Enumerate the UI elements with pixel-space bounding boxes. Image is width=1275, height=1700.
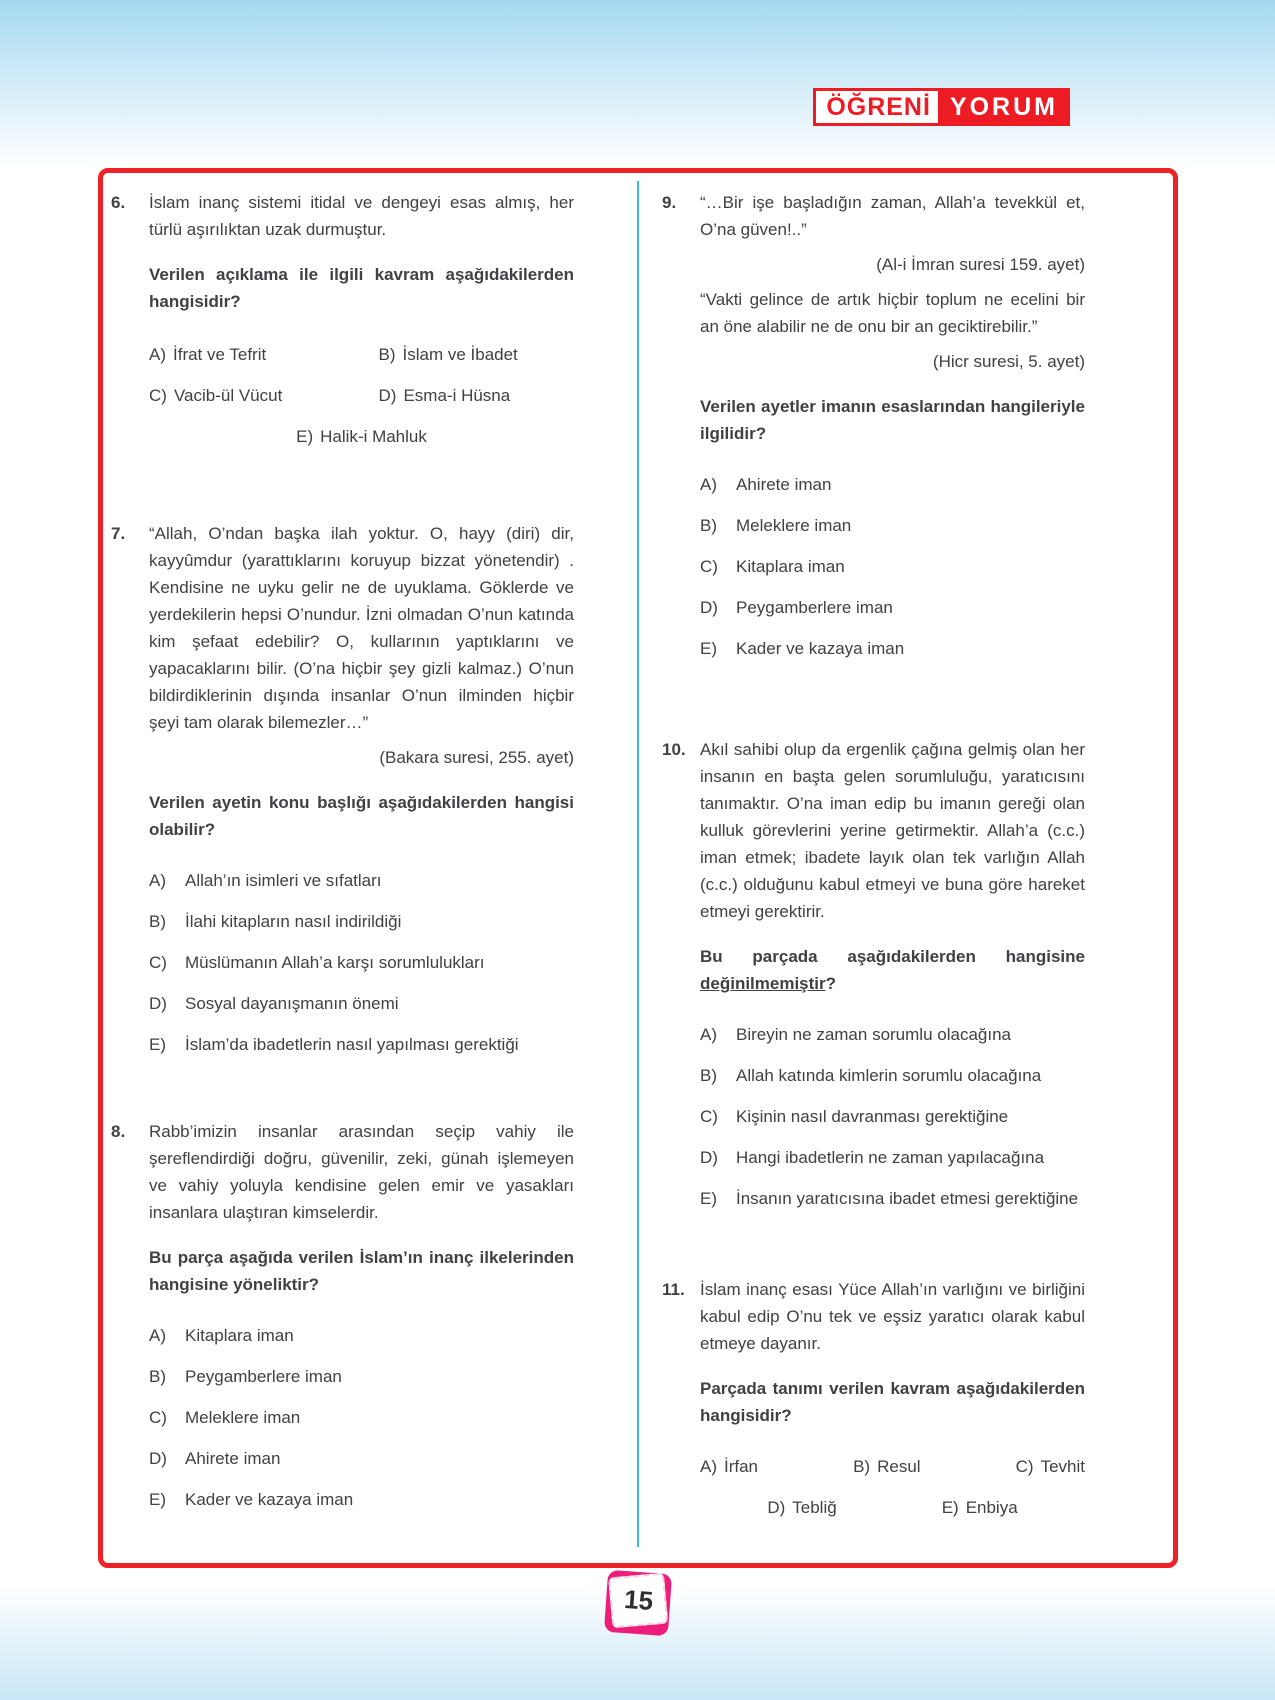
question-stem: Verilen açıklama ile ilgili kavram aşağıdakilerden hangisidir? [149,265,574,311]
column-right [638,173,1173,1563]
option-a: A) Allah’ın isimleri ve sıfatları [149,871,382,890]
option-d: D) Esma-i Hüsna [378,386,511,405]
option-d: D) Hangi ibadetlerin ne zaman yapılacağına [700,1148,1045,1167]
question-10 [662,736,1085,1226]
question-number: 9. [662,193,677,212]
questions-panel [98,168,1178,1568]
question-stem: Bu parçada aşağıdakilerden hangisine değinilmemiştir? [700,947,1085,993]
question-body: Akıl sahibi olup da ergenlik çağına gelmiş olan her insanın en başta gelen sorumluluğu, yaratıcısını tanımaktır. O’na iman edip bu imanın gereği olan kulluk görevlerini yerine getirmektir. Allah’a (c.c.) iman etmek; ibadete layık olan tek varlığın Allah (c.c.) olduğunu kabul etmeyi ve buna göre hareket etmeyi gerektirir. [700,740,1085,921]
option-e: E) İnsanın yaratıcısına ibadet etmesi gerektiğine [700,1189,1079,1208]
options-list [700,471,1085,662]
options-row-2 [700,1494,1085,1521]
question-body: İslam inanç sistemi itidal ve dengeyi esas almış, her türlü aşırılıktan uzak durmuştur. [149,193,574,239]
option-e: E) İslam’da ibadetlerin nasıl yapılması gerektiği [149,1035,519,1054]
question-8 [111,1118,574,1527]
verse-citation: (Bakara suresi, 255. ayet) [379,748,574,767]
option-e: E) Enbiya [941,1498,1018,1517]
question-body-quote-1: “…Bir işe başladığın zaman, Allah’a tevekkül et, O’na güven!..” [700,193,1085,239]
question-number: 10. [662,740,686,759]
logo-part-ogreni: ÖĞRENİ [813,88,941,126]
option-e: E) Halik-i Mahluk [296,427,427,446]
question-body: İslam inanç esası Yüce Allah’ın varlığını ve birliğini kabul edip O’nu tek ve eşsiz yaratıcı olarak kabul etmeye dayanır. [700,1280,1085,1353]
option-c: C) Vacib-ül Vücut [149,386,283,405]
option-b: B) Resul [853,1457,921,1476]
option-d: D) Ahirete iman [149,1449,281,1468]
question-body: “Allah, O’ndan başka ilah yoktur. O, hayy (diri) dir, kayyûmdur (yarattıklarını koruyup bizzat yönetendir) . Kendisine ne uyku gelir ne de uyuklama. Göklerde ve yerdekilerin hepsi O’nundur. İzni olmadan O’nun katında kim şefaat edebilir? O, kullarının yaptıklarını ve yapacaklarını bilir. (O’na hiçbir şey gizli kalmaz.) O’nun bildirdiklerinin dışında insanlar O’nun ilminden hiçbir şeyi tam olarak bilemezler…” [149,524,574,732]
brand-logo [813,88,1070,126]
question-body-quote-2: “Vakti gelince de artık hiçbir toplum ne ecelini bir an öne alabilir ne de onu bir an geciktirebilir.” [700,290,1085,336]
verse-citation-1: (Al-i İmran suresi 159. ayet) [876,255,1085,274]
option-a: A) Ahirete iman [700,475,832,494]
option-b: B) İslam ve İbadet [378,345,518,364]
option-d: D) Peygamberlere iman [700,598,893,617]
option-c: C) Tevhit [1015,1457,1085,1476]
option-c: C) Kişinin nasıl davranması gerektiğine [700,1107,1009,1126]
option-d: D) Tebliğ [767,1498,837,1517]
page-number-badge [603,1570,671,1636]
options-list [149,867,574,1058]
question-9 [662,189,1085,676]
question-stem: Verilen ayetler imanın esaslarından hangileriyle ilgilidir? [700,397,1085,443]
question-stem: Bu parça aşağıda verilen İslam’ın inanç ilkelerinden hangisine yöneliktir? [149,1248,574,1294]
column-left [103,173,638,1563]
question-6 [111,189,574,450]
option-b: B) Meleklere iman [700,516,852,535]
option-c: C) Kitaplara iman [700,557,845,576]
page-number: 15 [622,1584,654,1616]
option-c: C) Meleklere iman [149,1408,301,1427]
option-a: A) Kitaplara iman [149,1326,294,1345]
option-d: D) Sosyal dayanışmanın önemi [149,994,399,1013]
question-stem: Parçada tanımı verilen kavram aşağıdakilerden hangisidir? [700,1379,1085,1425]
option-a: A) Bireyin ne zaman sorumlu olacağına [700,1025,1011,1044]
question-number: 7. [111,524,126,543]
option-c: C) Müslümanın Allah’a karşı sorumlulukları [149,953,485,972]
question-body: Rabb’imizin insanlar arasından seçip vahiy ile şereflendirdiği doğru, güvenilir, zeki, günah işlemeyen ve vahiy yoluyla kendisine gelen emir ve yasakları insanlara ulaştıran kimselerdir. [149,1122,574,1222]
underlined-term: değinilmemiştir [700,974,826,993]
header-gradient [0,0,1275,168]
question-11 [662,1276,1085,1521]
question-stem: Verilen ayetin konu başlığı aşağıdakilerden hangisi olabilir? [149,793,574,839]
logo-part-yorum: YORUM [941,88,1070,126]
option-b: B) İlahi kitapların nasıl indirildiği [149,912,402,931]
question-number: 6. [111,193,126,212]
question-number: 8. [111,1122,126,1141]
column-divider [637,181,639,1547]
options-grid [149,341,574,409]
option-b: B) Peygamberlere iman [149,1367,342,1386]
option-e: E) Kader ve kazaya iman [700,639,905,658]
option-a: A) İfrat ve Tefrit [149,345,267,364]
options-list [149,1322,574,1513]
option-a: A) İrfan [700,1457,759,1476]
question-number: 11. [662,1280,685,1299]
option-b: B) Allah katında kimlerin sorumlu olacağına [700,1066,1042,1085]
options-list [700,1021,1085,1212]
verse-citation-2: (Hicr suresi, 5. ayet) [932,352,1085,371]
options-row-1 [700,1453,1085,1480]
option-e: E) Kader ve kazaya iman [149,1490,354,1509]
question-7 [111,520,574,1072]
